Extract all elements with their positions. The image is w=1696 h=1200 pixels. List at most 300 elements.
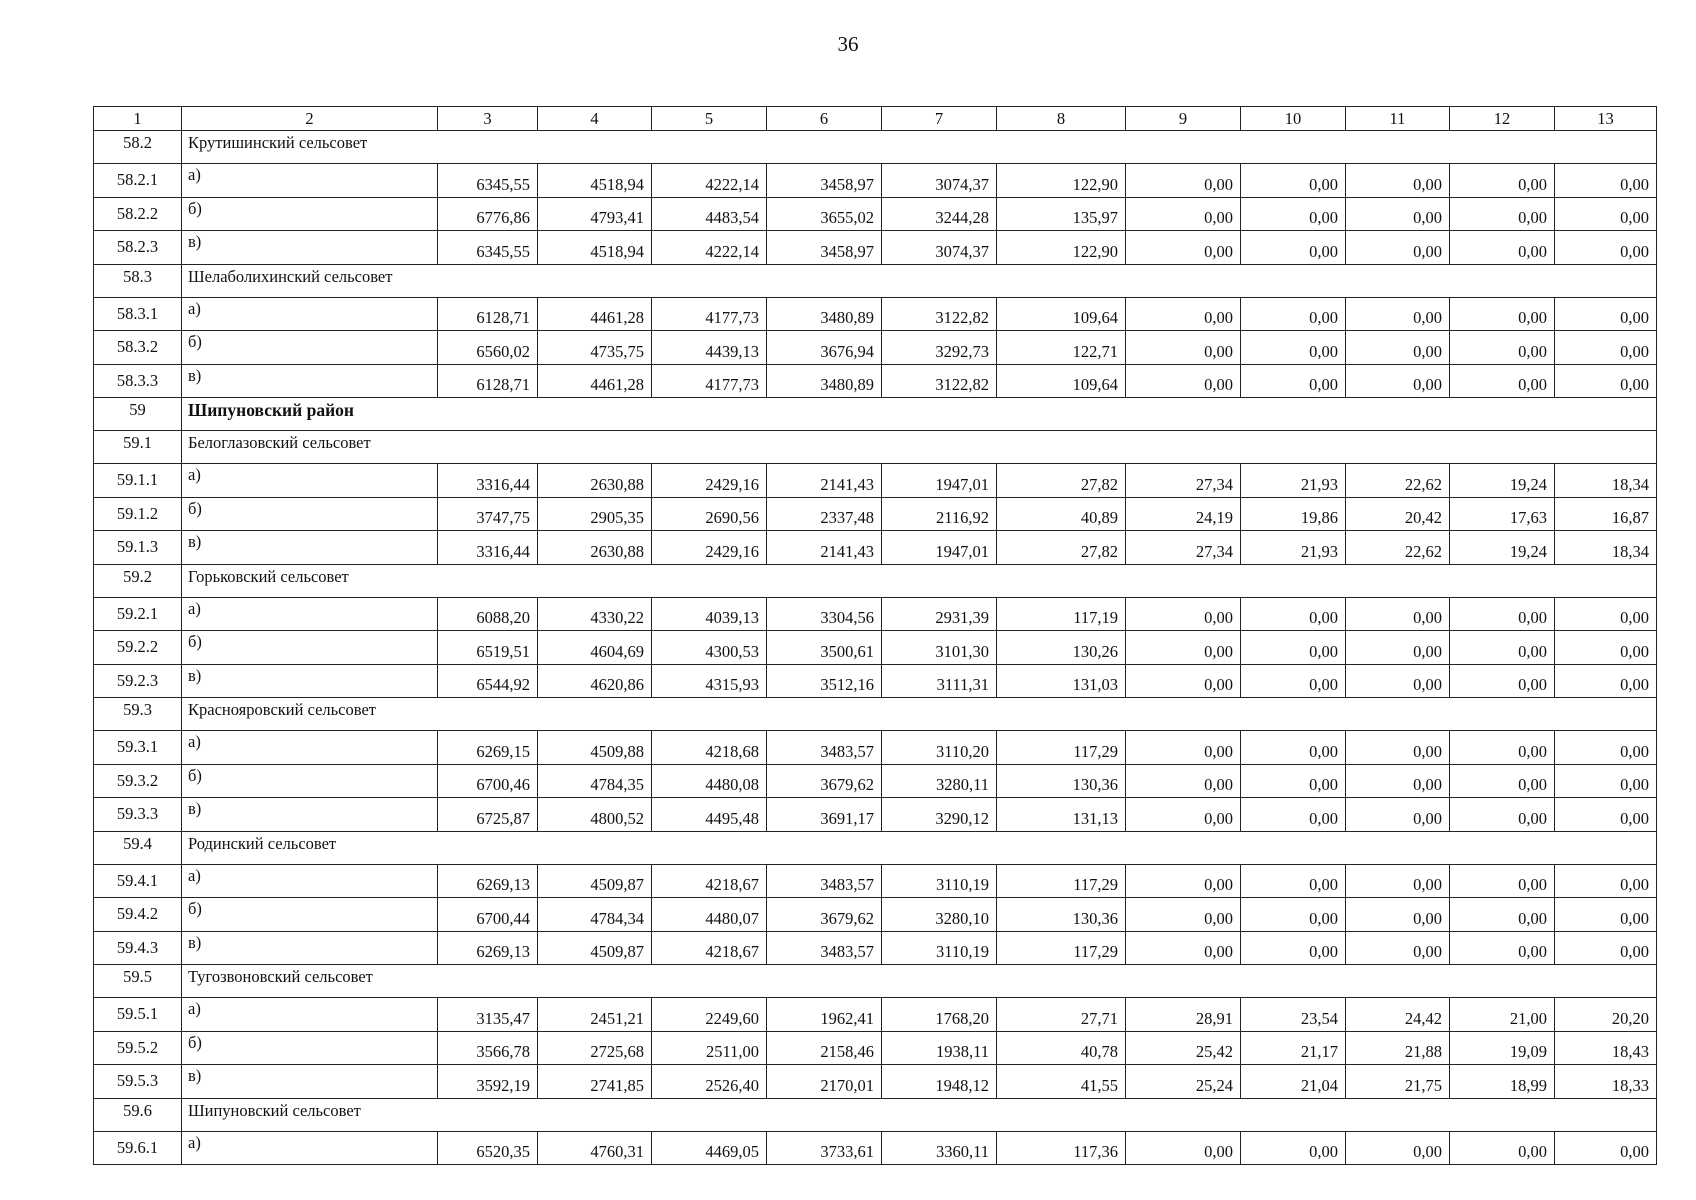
value-cell-col-8: 109,64 [997, 297, 1126, 331]
column-number-2: 2 [182, 107, 438, 131]
value-cell-col-9: 0,00 [1126, 331, 1241, 365]
value-cell-col-4: 4330,22 [538, 597, 652, 631]
value-cell-col-11: 0,00 [1346, 864, 1450, 898]
value-cell-col-3: 6776,86 [438, 197, 538, 231]
value-cell-col-8: 122,90 [997, 231, 1126, 265]
section-row [94, 965, 1657, 998]
value-cell-col-3: 3592,19 [438, 1065, 538, 1099]
value-cell-col-12: 19,24 [1450, 531, 1555, 565]
value-cell-col-6: 3679,62 [767, 764, 882, 798]
value-cell-col-9: 0,00 [1126, 231, 1241, 265]
value-cell-col-13: 18,34 [1555, 464, 1657, 498]
value-cell-col-3: 6269,13 [438, 864, 538, 898]
value-cell-col-7: 3074,37 [882, 164, 997, 198]
value-cell-col-6: 1962,41 [767, 998, 882, 1032]
value-cell-col-9: 0,00 [1126, 297, 1241, 331]
row-option: б) [182, 497, 438, 531]
row-option: а) [182, 998, 438, 1032]
value-cell-col-7: 3122,82 [882, 297, 997, 331]
column-number-8: 8 [997, 107, 1126, 131]
value-cell-col-9: 24,19 [1126, 497, 1241, 531]
value-cell-col-9: 0,00 [1126, 631, 1241, 665]
value-cell-col-11: 0,00 [1346, 731, 1450, 765]
value-cell-col-3: 6088,20 [438, 597, 538, 631]
table-row [94, 631, 1657, 665]
value-cell-col-5: 2526,40 [652, 1065, 767, 1099]
value-cell-col-9: 0,00 [1126, 1131, 1241, 1165]
value-cell-col-13: 16,87 [1555, 497, 1657, 531]
value-cell-col-11: 0,00 [1346, 764, 1450, 798]
value-cell-col-8: 41,55 [997, 1065, 1126, 1099]
section-name: Шелаболихинский сельсовет [182, 264, 1657, 297]
value-cell-col-12: 0,00 [1450, 864, 1555, 898]
value-cell-col-5: 4218,68 [652, 731, 767, 765]
section-name: Краснояровский сельсовет [182, 698, 1657, 731]
value-cell-col-7: 3244,28 [882, 197, 997, 231]
value-cell-col-13: 18,43 [1555, 1031, 1657, 1065]
table-row [94, 764, 1657, 798]
section-row [94, 831, 1657, 864]
value-cell-col-13: 0,00 [1555, 764, 1657, 798]
value-cell-col-5: 2249,60 [652, 998, 767, 1032]
value-cell-col-11: 0,00 [1346, 1131, 1450, 1165]
value-cell-col-5: 2511,00 [652, 1031, 767, 1065]
table-row [94, 731, 1657, 765]
table-row [94, 464, 1657, 498]
row-code: 59.3.3 [94, 798, 182, 832]
value-cell-col-10: 0,00 [1241, 764, 1346, 798]
value-cell-col-12: 19,09 [1450, 1031, 1555, 1065]
row-code: 59.4.2 [94, 898, 182, 932]
section-row [94, 264, 1657, 297]
value-cell-col-4: 2905,35 [538, 497, 652, 531]
row-code: 59.1.1 [94, 464, 182, 498]
table-row [94, 231, 1657, 265]
value-cell-col-11: 0,00 [1346, 597, 1450, 631]
value-cell-col-9: 0,00 [1126, 664, 1241, 698]
value-cell-col-12: 0,00 [1450, 364, 1555, 398]
value-cell-col-5: 4439,13 [652, 331, 767, 365]
value-cell-col-13: 0,00 [1555, 164, 1657, 198]
value-cell-col-13: 0,00 [1555, 231, 1657, 265]
row-option: а) [182, 597, 438, 631]
value-cell-col-3: 6128,71 [438, 364, 538, 398]
value-cell-col-10: 0,00 [1241, 331, 1346, 365]
value-cell-col-4: 2741,85 [538, 1065, 652, 1099]
value-cell-col-6: 3655,02 [767, 197, 882, 231]
value-cell-col-7: 3360,11 [882, 1131, 997, 1165]
row-code: 59.2.2 [94, 631, 182, 665]
table-row [94, 531, 1657, 565]
value-cell-col-11: 21,88 [1346, 1031, 1450, 1065]
row-code: 59.2.3 [94, 664, 182, 698]
value-cell-col-8: 117,19 [997, 597, 1126, 631]
table-row [94, 364, 1657, 398]
table-body [94, 107, 1657, 1165]
column-number-10: 10 [1241, 107, 1346, 131]
value-cell-col-12: 0,00 [1450, 197, 1555, 231]
value-cell-col-9: 0,00 [1126, 731, 1241, 765]
value-cell-col-4: 4461,28 [538, 364, 652, 398]
value-cell-col-13: 0,00 [1555, 898, 1657, 932]
column-number-3: 3 [438, 107, 538, 131]
section-name: Горьковский сельсовет [182, 564, 1657, 597]
row-option: в) [182, 231, 438, 265]
value-cell-col-11: 0,00 [1346, 197, 1450, 231]
value-cell-col-9: 0,00 [1126, 197, 1241, 231]
value-cell-col-12: 21,00 [1450, 998, 1555, 1032]
value-cell-col-11: 0,00 [1346, 364, 1450, 398]
value-cell-col-11: 0,00 [1346, 331, 1450, 365]
value-cell-col-6: 3480,89 [767, 297, 882, 331]
row-code: 59 [94, 398, 182, 431]
value-cell-col-4: 2451,21 [538, 998, 652, 1032]
value-cell-col-8: 117,36 [997, 1131, 1126, 1165]
value-cell-col-7: 3110,20 [882, 731, 997, 765]
value-cell-col-5: 4218,67 [652, 931, 767, 965]
value-cell-col-3: 6725,87 [438, 798, 538, 832]
value-cell-col-12: 0,00 [1450, 631, 1555, 665]
value-cell-col-6: 3733,61 [767, 1131, 882, 1165]
page-number: 36 [837, 32, 859, 56]
district-row [94, 398, 1657, 431]
value-cell-col-13: 0,00 [1555, 798, 1657, 832]
section-row [94, 698, 1657, 731]
value-cell-col-13: 0,00 [1555, 631, 1657, 665]
value-cell-col-12: 0,00 [1450, 1131, 1555, 1165]
row-option: а) [182, 1131, 438, 1165]
column-number-9: 9 [1126, 107, 1241, 131]
value-cell-col-3: 6560,02 [438, 331, 538, 365]
value-cell-col-13: 0,00 [1555, 297, 1657, 331]
value-cell-col-10: 0,00 [1241, 231, 1346, 265]
value-cell-col-8: 135,97 [997, 197, 1126, 231]
value-cell-col-11: 0,00 [1346, 664, 1450, 698]
table-row [94, 864, 1657, 898]
row-option: б) [182, 764, 438, 798]
value-cell-col-12: 0,00 [1450, 898, 1555, 932]
section-row [94, 564, 1657, 597]
value-cell-col-8: 40,78 [997, 1031, 1126, 1065]
value-cell-col-13: 0,00 [1555, 364, 1657, 398]
row-option: а) [182, 164, 438, 198]
value-cell-col-5: 4039,13 [652, 597, 767, 631]
table-row [94, 798, 1657, 832]
value-cell-col-8: 27,71 [997, 998, 1126, 1032]
value-cell-col-3: 3316,44 [438, 531, 538, 565]
value-cell-col-4: 2630,88 [538, 531, 652, 565]
table-row [94, 297, 1657, 331]
value-cell-col-10: 0,00 [1241, 798, 1346, 832]
value-cell-col-5: 4480,07 [652, 898, 767, 932]
value-cell-col-10: 0,00 [1241, 164, 1346, 198]
value-cell-col-11: 0,00 [1346, 164, 1450, 198]
value-cell-col-6: 3676,94 [767, 331, 882, 365]
value-cell-col-5: 4222,14 [652, 231, 767, 265]
value-cell-col-9: 0,00 [1126, 164, 1241, 198]
row-option: а) [182, 464, 438, 498]
value-cell-col-5: 4300,53 [652, 631, 767, 665]
value-cell-col-11: 24,42 [1346, 998, 1450, 1032]
value-cell-col-8: 27,82 [997, 531, 1126, 565]
table-row [94, 331, 1657, 365]
value-cell-col-8: 122,71 [997, 331, 1126, 365]
value-cell-col-12: 0,00 [1450, 931, 1555, 965]
value-cell-col-4: 4620,86 [538, 664, 652, 698]
value-cell-col-12: 0,00 [1450, 331, 1555, 365]
value-cell-col-4: 2725,68 [538, 1031, 652, 1065]
value-cell-col-7: 3074,37 [882, 231, 997, 265]
value-cell-col-9: 27,34 [1126, 464, 1241, 498]
row-option: в) [182, 664, 438, 698]
value-cell-col-10: 0,00 [1241, 297, 1346, 331]
section-name: Родинский сельсовет [182, 831, 1657, 864]
table-row [94, 998, 1657, 1032]
row-code: 59.5 [94, 965, 182, 998]
row-code: 59.5.3 [94, 1065, 182, 1099]
table-row [94, 1065, 1657, 1099]
district-name: Шипуновский район [182, 398, 1657, 431]
value-cell-col-10: 19,86 [1241, 497, 1346, 531]
value-cell-col-10: 21,93 [1241, 464, 1346, 498]
value-cell-col-7: 3110,19 [882, 864, 997, 898]
value-cell-col-3: 6544,92 [438, 664, 538, 698]
row-code: 58.2.2 [94, 197, 182, 231]
value-cell-col-3: 3747,75 [438, 497, 538, 531]
value-cell-col-3: 6128,71 [438, 297, 538, 331]
row-code: 59.2.1 [94, 597, 182, 631]
tariff-table [93, 106, 1657, 1165]
row-option: в) [182, 798, 438, 832]
row-option: б) [182, 1031, 438, 1065]
row-code: 59.3 [94, 698, 182, 731]
value-cell-col-9: 27,34 [1126, 531, 1241, 565]
value-cell-col-12: 0,00 [1450, 798, 1555, 832]
value-cell-col-5: 2690,56 [652, 497, 767, 531]
value-cell-col-8: 27,82 [997, 464, 1126, 498]
row-code: 59.1.3 [94, 531, 182, 565]
value-cell-col-8: 117,29 [997, 731, 1126, 765]
value-cell-col-10: 0,00 [1241, 731, 1346, 765]
value-cell-col-13: 18,33 [1555, 1065, 1657, 1099]
row-code: 58.2.3 [94, 231, 182, 265]
value-cell-col-12: 0,00 [1450, 664, 1555, 698]
row-code: 58.2.1 [94, 164, 182, 198]
value-cell-col-13: 0,00 [1555, 731, 1657, 765]
section-name: Крутишинский сельсовет [182, 131, 1657, 164]
value-cell-col-12: 19,24 [1450, 464, 1555, 498]
value-cell-col-10: 0,00 [1241, 898, 1346, 932]
section-row [94, 131, 1657, 164]
value-cell-col-6: 3483,57 [767, 864, 882, 898]
row-option: б) [182, 898, 438, 932]
value-cell-col-12: 18,99 [1450, 1065, 1555, 1099]
row-option: в) [182, 364, 438, 398]
value-cell-col-10: 0,00 [1241, 197, 1346, 231]
value-cell-col-4: 4509,87 [538, 864, 652, 898]
value-cell-col-3: 6700,44 [438, 898, 538, 932]
value-cell-col-3: 6345,55 [438, 231, 538, 265]
section-row [94, 431, 1657, 464]
section-name: Шипуновский сельсовет [182, 1098, 1657, 1131]
row-code: 59.4.1 [94, 864, 182, 898]
value-cell-col-12: 0,00 [1450, 597, 1555, 631]
value-cell-col-13: 0,00 [1555, 1131, 1657, 1165]
table-row [94, 497, 1657, 531]
value-cell-col-9: 0,00 [1126, 864, 1241, 898]
value-cell-col-3: 6519,51 [438, 631, 538, 665]
value-cell-col-10: 21,93 [1241, 531, 1346, 565]
value-cell-col-6: 2141,43 [767, 464, 882, 498]
row-code: 58.3.3 [94, 364, 182, 398]
value-cell-col-13: 18,34 [1555, 531, 1657, 565]
value-cell-col-6: 3304,56 [767, 597, 882, 631]
value-cell-col-12: 0,00 [1450, 297, 1555, 331]
column-number-4: 4 [538, 107, 652, 131]
value-cell-col-3: 3135,47 [438, 998, 538, 1032]
value-cell-col-5: 2429,16 [652, 464, 767, 498]
row-option: а) [182, 864, 438, 898]
value-cell-col-12: 0,00 [1450, 164, 1555, 198]
value-cell-col-4: 4518,94 [538, 164, 652, 198]
value-cell-col-11: 0,00 [1346, 931, 1450, 965]
value-cell-col-4: 2630,88 [538, 464, 652, 498]
value-cell-col-10: 21,17 [1241, 1031, 1346, 1065]
value-cell-col-13: 0,00 [1555, 931, 1657, 965]
value-cell-col-5: 4495,48 [652, 798, 767, 832]
value-cell-col-6: 3691,17 [767, 798, 882, 832]
value-cell-col-3: 6345,55 [438, 164, 538, 198]
value-cell-col-3: 6520,35 [438, 1131, 538, 1165]
value-cell-col-12: 17,63 [1450, 497, 1555, 531]
row-code: 59.4.3 [94, 931, 182, 965]
value-cell-col-6: 2170,01 [767, 1065, 882, 1099]
value-cell-col-6: 3512,16 [767, 664, 882, 698]
row-option: б) [182, 631, 438, 665]
value-cell-col-13: 0,00 [1555, 664, 1657, 698]
value-cell-col-11: 22,62 [1346, 464, 1450, 498]
row-option: в) [182, 1065, 438, 1099]
value-cell-col-9: 0,00 [1126, 931, 1241, 965]
value-cell-col-10: 0,00 [1241, 931, 1346, 965]
row-code: 58.2 [94, 131, 182, 164]
value-cell-col-7: 3292,73 [882, 331, 997, 365]
value-cell-col-4: 4518,94 [538, 231, 652, 265]
value-cell-col-11: 0,00 [1346, 798, 1450, 832]
value-cell-col-6: 3500,61 [767, 631, 882, 665]
column-number-6: 6 [767, 107, 882, 131]
table-row [94, 164, 1657, 198]
value-cell-col-13: 0,00 [1555, 864, 1657, 898]
table-row [94, 597, 1657, 631]
row-code: 59.6.1 [94, 1131, 182, 1165]
value-cell-col-10: 0,00 [1241, 864, 1346, 898]
value-cell-col-11: 0,00 [1346, 297, 1450, 331]
value-cell-col-4: 4509,87 [538, 931, 652, 965]
row-option: б) [182, 331, 438, 365]
value-cell-col-7: 1948,12 [882, 1065, 997, 1099]
column-number-header-row [94, 107, 1657, 131]
table-row [94, 1031, 1657, 1065]
value-cell-col-10: 0,00 [1241, 664, 1346, 698]
value-cell-col-5: 4480,08 [652, 764, 767, 798]
value-cell-col-8: 122,90 [997, 164, 1126, 198]
value-cell-col-7: 3101,30 [882, 631, 997, 665]
row-code: 58.3 [94, 264, 182, 297]
value-cell-col-6: 3458,97 [767, 164, 882, 198]
value-cell-col-4: 4793,41 [538, 197, 652, 231]
value-cell-col-7: 2116,92 [882, 497, 997, 531]
value-cell-col-13: 0,00 [1555, 331, 1657, 365]
value-cell-col-6: 3483,57 [767, 731, 882, 765]
value-cell-col-3: 6269,15 [438, 731, 538, 765]
value-cell-col-11: 0,00 [1346, 898, 1450, 932]
table-row [94, 197, 1657, 231]
value-cell-col-7: 1947,01 [882, 531, 997, 565]
value-cell-col-7: 1768,20 [882, 998, 997, 1032]
column-number-5: 5 [652, 107, 767, 131]
value-cell-col-7: 2931,39 [882, 597, 997, 631]
value-cell-col-11: 0,00 [1346, 631, 1450, 665]
row-option: а) [182, 297, 438, 331]
section-name: Белоглазовский сельсовет [182, 431, 1657, 464]
row-code: 59.1 [94, 431, 182, 464]
value-cell-col-5: 4177,73 [652, 364, 767, 398]
row-option: б) [182, 197, 438, 231]
value-cell-col-7: 1947,01 [882, 464, 997, 498]
value-cell-col-3: 3316,44 [438, 464, 538, 498]
row-code: 59.4 [94, 831, 182, 864]
value-cell-col-13: 0,00 [1555, 597, 1657, 631]
row-code: 58.3.1 [94, 297, 182, 331]
value-cell-col-10: 0,00 [1241, 364, 1346, 398]
row-code: 59.5.2 [94, 1031, 182, 1065]
row-code: 58.3.2 [94, 331, 182, 365]
value-cell-col-11: 22,62 [1346, 531, 1450, 565]
value-cell-col-9: 25,42 [1126, 1031, 1241, 1065]
table-row [94, 1131, 1657, 1165]
value-cell-col-8: 131,13 [997, 798, 1126, 832]
value-cell-col-6: 2337,48 [767, 497, 882, 531]
value-cell-col-8: 130,36 [997, 898, 1126, 932]
value-cell-col-9: 28,91 [1126, 998, 1241, 1032]
value-cell-col-11: 0,00 [1346, 231, 1450, 265]
row-option: а) [182, 731, 438, 765]
value-cell-col-7: 3290,12 [882, 798, 997, 832]
row-code: 59.3.1 [94, 731, 182, 765]
value-cell-col-9: 0,00 [1126, 364, 1241, 398]
column-number-7: 7 [882, 107, 997, 131]
value-cell-col-6: 3679,62 [767, 898, 882, 932]
column-number-13: 13 [1555, 107, 1657, 131]
value-cell-col-4: 4735,75 [538, 331, 652, 365]
row-code: 59.1.2 [94, 497, 182, 531]
value-cell-col-4: 4784,35 [538, 764, 652, 798]
row-code: 59.6 [94, 1098, 182, 1131]
value-cell-col-11: 20,42 [1346, 497, 1450, 531]
value-cell-col-8: 40,89 [997, 497, 1126, 531]
value-cell-col-8: 130,26 [997, 631, 1126, 665]
value-cell-col-9: 0,00 [1126, 898, 1241, 932]
value-cell-col-9: 0,00 [1126, 798, 1241, 832]
value-cell-col-8: 109,64 [997, 364, 1126, 398]
value-cell-col-8: 130,36 [997, 764, 1126, 798]
value-cell-col-5: 4483,54 [652, 197, 767, 231]
value-cell-col-12: 0,00 [1450, 731, 1555, 765]
row-code: 59.3.2 [94, 764, 182, 798]
value-cell-col-7: 3122,82 [882, 364, 997, 398]
value-cell-col-12: 0,00 [1450, 764, 1555, 798]
